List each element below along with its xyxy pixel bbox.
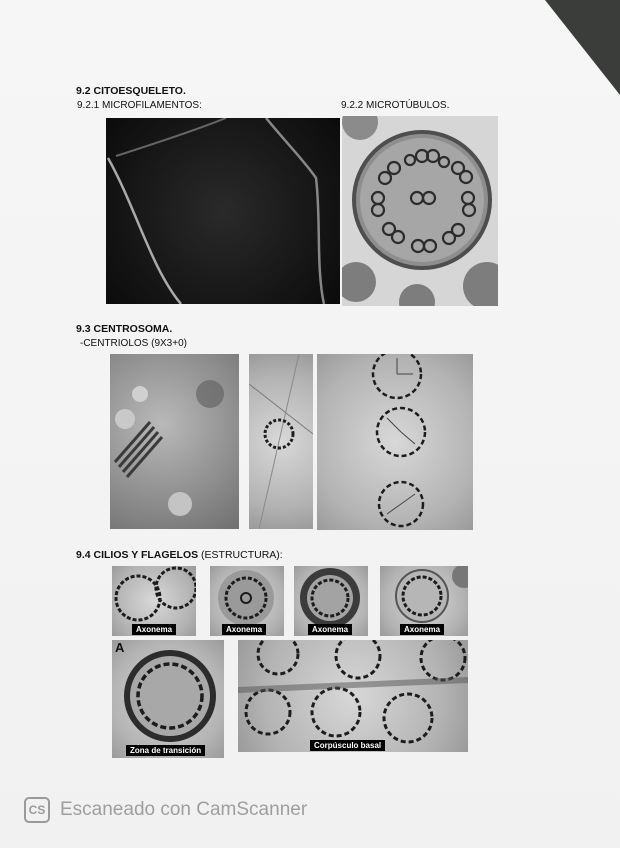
camscanner-text: Escaneado con CamScanner [60, 799, 308, 820]
axonema-micrograph-1 [112, 566, 196, 636]
microtubules-micrograph [342, 116, 498, 306]
transition-zone-micrograph [112, 640, 224, 758]
subheading-microfilaments: 9.2.1 MICROFILAMENTOS: [77, 100, 202, 111]
figure-letter-a: A [115, 640, 125, 655]
axonema-micrograph-4 [380, 566, 468, 636]
subheading-centrioles: -CENTRIOLOS (9X3+0) [80, 338, 187, 349]
basal-body-micrograph [238, 640, 468, 752]
centrosome-micrograph-3 [317, 354, 473, 530]
transition-zone-label: Zona de transición [126, 745, 205, 756]
axonema-micrograph-2 [210, 566, 284, 636]
axonema-label-2: Axonema [222, 624, 266, 635]
centrosome-micrograph-1 [110, 354, 239, 529]
axonema-label-3: Axonema [308, 624, 352, 635]
section-heading-cilia [76, 549, 283, 561]
camscanner-watermark [24, 797, 307, 823]
page-corner-shadow [545, 0, 620, 95]
centrosome-micrograph-2 [249, 354, 313, 529]
axonema-label-1: Axonema [132, 624, 176, 635]
cilia-heading-bold: 9.4 CILIOS Y FLAGELOS [76, 549, 199, 561]
microfilaments-micrograph [106, 118, 340, 304]
section-heading-cytoskeleton: 9.2 CITOESQUELETO. [76, 85, 186, 97]
section-heading-centrosome: 9.3 CENTROSOMA. [76, 323, 173, 335]
axonema-micrograph-3 [294, 566, 368, 636]
basal-body-label: Corpúsculo basal [310, 740, 385, 751]
axonema-label-4: Axonema [400, 624, 444, 635]
camscanner-logo: CS [24, 797, 50, 823]
subheading-microtubules: 9.2.2 MICROTÚBULOS. [341, 100, 450, 111]
cilia-heading-suffix: (ESTRUCTURA): [198, 549, 283, 561]
